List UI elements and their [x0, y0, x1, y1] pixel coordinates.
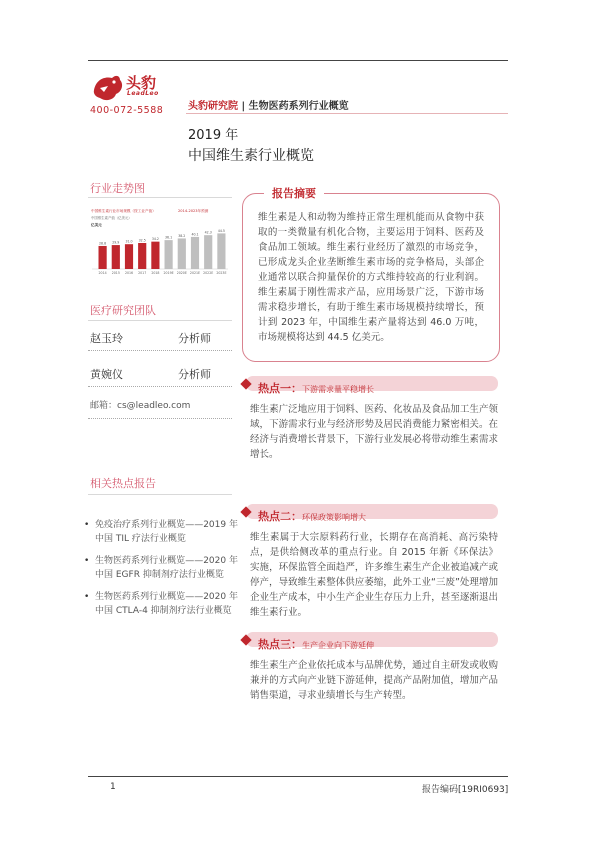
top-rule: [88, 60, 508, 61]
brand-name: 头豹: [126, 74, 157, 92]
hotspot-text: 维生素生产企业依托成本与品牌优势，通过自主研发或收购兼并的方式向产业链下游延伸，提高产品附加值，增加产品销售渠道，寻求业绩增长与生产转型。: [250, 660, 498, 701]
related-section-rule: [88, 494, 232, 495]
institute-name: 头豹研究院: [188, 101, 238, 112]
trend-bar-category: 2022E: [203, 271, 214, 275]
related-report-item[interactable]: • 生物医药系列行业概览——2020 年中国 EGFR 抑制剂疗法行业概览: [88, 554, 238, 582]
hotspot-heading: [258, 505, 366, 524]
trend-section-label: 行业走势图: [90, 182, 145, 195]
trend-bar: [191, 237, 199, 269]
trend-chart-bars: [99, 229, 227, 275]
trend-bar-value: 44.5: [217, 228, 225, 233]
summary-text: 维生素是人和动物为维持正常生理机能而从食物中获取的一类微量有机化合物，主要运用于饲料、医药及食品加工领域。维生素行业经历了激烈的市场竞争，已形成龙头企业垄断维生素市场的竞争格局，头部企业通常以联合抑量保价的方式维持较高的行业利润。维生素属于刚性需求产品，应用场景广泛，下游市场需求稳步增长，有助于维生素市场规模持续增长，预计到 2023 年，中国维生素产量将达到 46.0 万吨，市场规模将达到 44.5 亿美元。: [258, 212, 484, 343]
report-title: 中国维生素行业概览: [188, 148, 314, 164]
trend-bar: [217, 233, 225, 269]
trend-bar-category: 2020E: [176, 271, 187, 275]
email-label: 邮箱：: [90, 401, 118, 411]
trend-bar: [151, 242, 159, 269]
trend-bar-category: 2015: [111, 271, 120, 275]
hotspot-subtitle: 下游需求量平稳增长: [302, 385, 374, 394]
brand-name-en: LeadLeo: [127, 90, 159, 97]
trend-chart-title: 中国维生素行业市场规模（按工业产值）: [91, 209, 156, 213]
trend-chart-ylabel: 亿美元: [91, 223, 102, 227]
team-member-name: 赵玉玲: [90, 332, 123, 345]
trend-bar-value: 36.1: [165, 235, 173, 240]
trend-bar-value: 42.3: [204, 230, 212, 235]
page-number: 1: [110, 782, 116, 792]
hotspot-title: 热点二：: [258, 510, 302, 523]
team-member-role: 分析师: [178, 368, 211, 381]
team-divider: [88, 386, 232, 387]
report-year: 2019 年: [188, 128, 239, 143]
team-email-row: [90, 398, 190, 411]
series-name: 生物医药系列行业概览: [248, 101, 349, 112]
header-separator: |: [241, 101, 246, 112]
hotspot-heading: [258, 377, 374, 396]
trend-bar-category: 2021E: [189, 271, 201, 275]
related-report-list: [88, 518, 238, 626]
trend-bar: [165, 240, 173, 269]
report-header: [188, 97, 349, 112]
related-section-label: 相关热点报告: [90, 477, 156, 490]
trend-chart-range: 2014-2023年预测: [178, 209, 209, 213]
hotspot-text: 维生素属于大宗原料药行业，长期存在高消耗、高污染特点，是供给侧改革的重点行业。自 2015 年新《环保法》实施，环保监管全面趋严，许多维生素生产企业被追减产或停产，导致维生素整体供应萎缩，此外工业“三废”处理增加企业生产成本，中小生产企业生存压力上升，甚至逐渐退出维生素行业。: [250, 532, 498, 618]
hotspot-subtitle: 生产企业向下游延伸: [302, 641, 374, 650]
trend-bar-value: 28.8: [99, 241, 107, 246]
trend-bar: [204, 235, 212, 269]
trend-bar-category: 2017: [138, 271, 147, 275]
trend-bar: [99, 246, 107, 269]
trend-bar: [125, 244, 133, 269]
report-code: 报告编码[19RI0693]: [422, 785, 509, 795]
summary-tag: 报告摘要: [264, 185, 324, 201]
trend-bar-value: 38.2: [178, 233, 186, 238]
hotspot-title: 热点一：: [258, 382, 302, 395]
trend-bar-category: 2019E: [163, 271, 174, 275]
related-report-item[interactable]: • 生物医药系列行业概览——2020 年中国 CTLA-4 抑制剂疗法行业概览: [88, 590, 238, 618]
team-divider: [88, 418, 232, 419]
team-divider: [88, 350, 232, 351]
related-report-item[interactable]: • 免疫治疗系列行业概览——2019 年中国 TIL 疗法行业概览: [88, 518, 238, 546]
email-link[interactable]: cs@leadleo.com: [117, 401, 191, 411]
trend-bar-value: 34.2: [151, 237, 159, 242]
trend-bar: [178, 238, 186, 269]
brand-phone: 400-072-5588: [90, 105, 164, 116]
trend-bar-value: 32.5: [138, 238, 146, 243]
trend-bar-value: 31.0: [125, 239, 133, 244]
trend-chart: [88, 203, 232, 283]
trend-bar-value: 29.9: [112, 240, 120, 245]
team-section-rule: [88, 320, 232, 321]
team-section-label: 医疗研究团队: [90, 304, 156, 317]
hotspot-subtitle: 环保政策影响增大: [302, 513, 366, 522]
team-member-name: 黄婉仪: [90, 368, 123, 381]
trend-bar-value: 40.1: [191, 232, 199, 237]
hotspot-text: 维生素广泛地应用于饲料、医药、化妆品及食品加工生产领域，下游需求行业与经济形势及居民消费能力紧密相关。在经济与消费增长背景下，下游行业发展必将带动维生素需求增长。: [250, 404, 498, 460]
hotspot-title: 热点三：: [258, 638, 302, 651]
trend-section-rule: [88, 197, 232, 198]
trend-chart-legend: 中国维生素产值（亿美元）: [91, 216, 132, 220]
footer-rule: [88, 776, 508, 777]
trend-bar: [112, 245, 120, 269]
trend-bar-category: 2016: [124, 271, 134, 275]
team-member-role: 分析师: [178, 332, 211, 345]
trend-bar-category: 2023E: [216, 271, 227, 275]
trend-bar-category: 2014: [98, 271, 107, 275]
trend-bar-category: 2018: [151, 271, 160, 275]
trend-bar: [138, 243, 146, 269]
hotspot-heading: [258, 633, 374, 652]
header-rule: [186, 113, 508, 114]
